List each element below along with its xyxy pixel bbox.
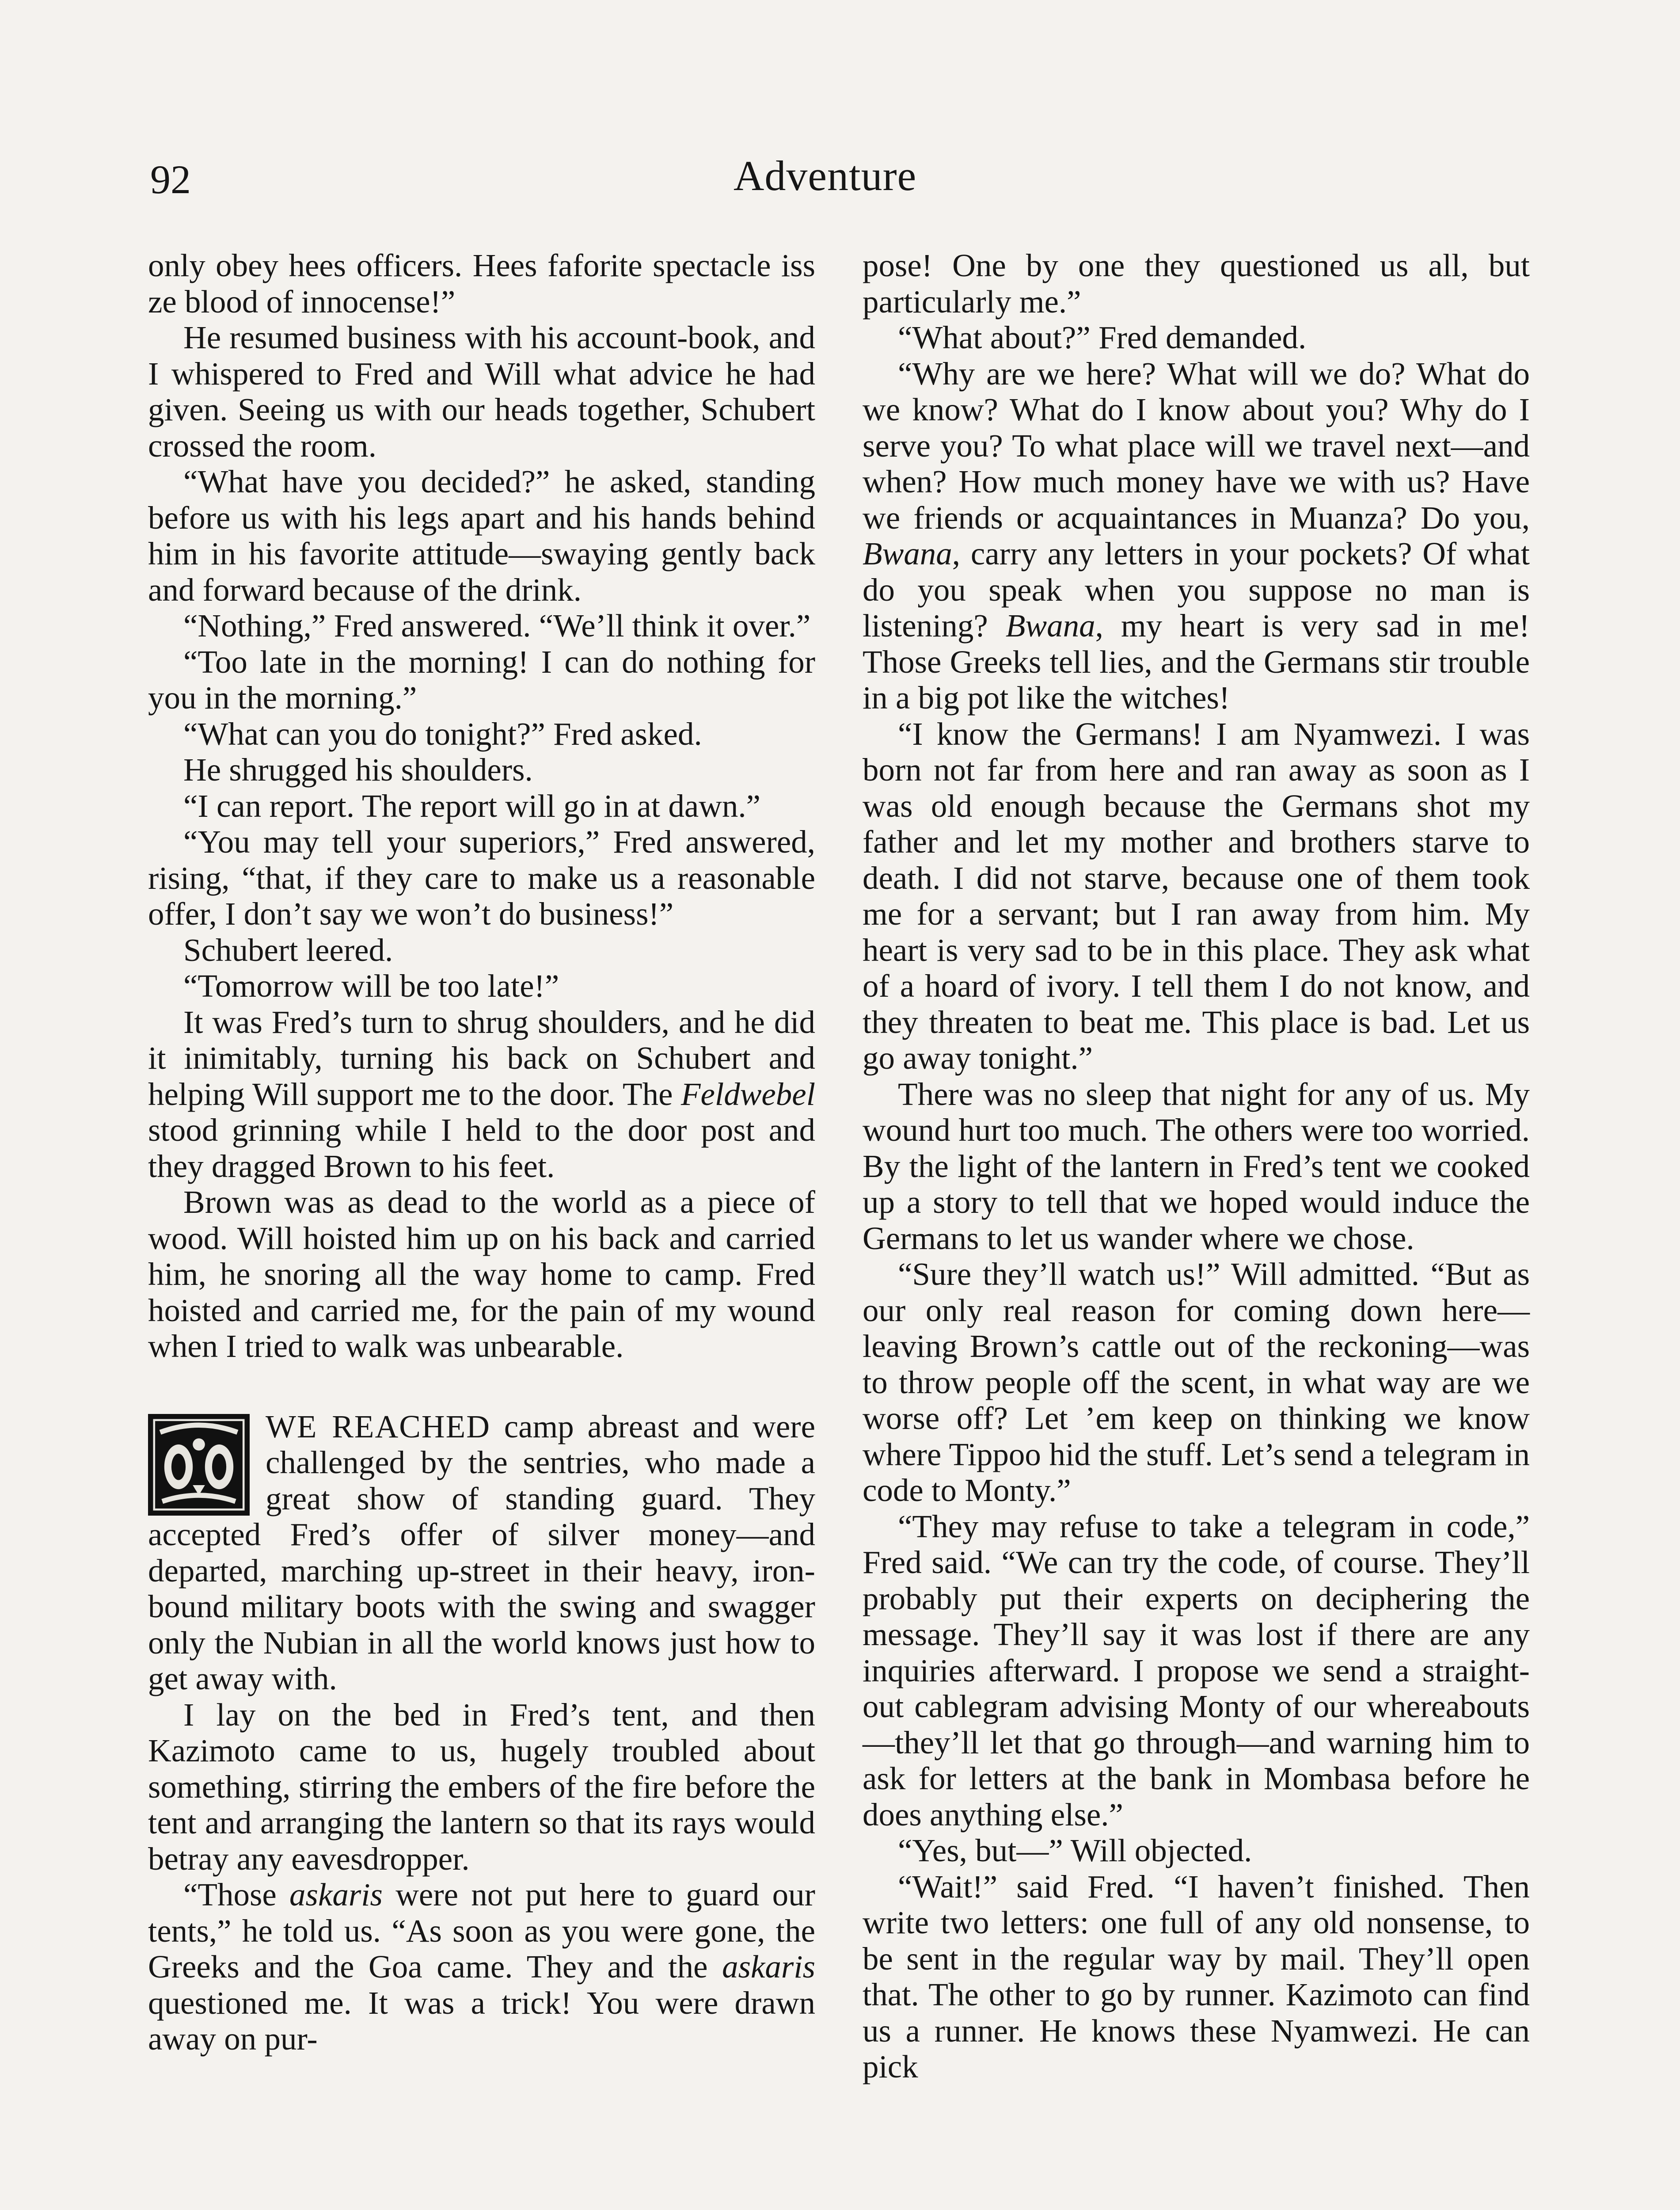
left-paragraphs — [148, 248, 815, 1364]
paragraph: I lay on the bed in Fred’s tent, and then Kazimoto came to us, hugely troubled about something, stirring the embers of the fire before the tent and arranging the lantern so that its rays would betray any eavesdropper. — [148, 1696, 815, 1877]
decorative-initial-ornament — [148, 1414, 250, 1516]
section-opening-text: camp abreast and were challenged by the sentries, who made a great show of standing guard. They accepted Fred’s offer of silver money—and departed, marching up-street in their heavy, iron-bound military boots with the swing and swagger only the Nubian in all the world knows just how to get away with. — [148, 1408, 815, 1696]
section-opening-words: WE REACHED — [266, 1408, 490, 1444]
paragraph: “Wait!” said Fred. “I haven’t finished. Then write two letters: one full of any old nonsense, to be sent in the regular way by mail. They’ll open that. The other to go by runner. Kazimoto can find us a runner. He knows these Nyamwezi. He can pick — [863, 1868, 1530, 2084]
paragraph: “What can you do tonight?” Fred asked. — [183, 716, 702, 752]
section-opening-paragraph — [148, 1409, 815, 1697]
paragraph: Schubert leered. — [183, 932, 393, 968]
paragraph: It was Fred’s turn to shrug shoulders, and he did it inimitably, turning his back on Schubert and helping Will support me to the door. The Feldwebel stood grinning while I held to the door post and they dragged Brown to his feet. — [148, 1004, 815, 1184]
paragraph: There was no sleep that night for any of us. My wound hurt too much. The others were too worried. By the light of the lantern in Fred’s tent we cooked up a story to tell that we hoped would induce the Germans to let us wander where we chose. — [863, 1076, 1530, 1256]
paragraph: “What have you decided?” he asked, standing before us with his legs apart and his hands behind him in his favorite attitude—swaying gently back and forward because of the drink. — [148, 464, 815, 608]
left-column — [148, 248, 815, 2057]
page-number: 92 — [150, 157, 191, 202]
right-paragraphs — [863, 320, 1530, 2085]
paragraph: He resumed business with his account-book, and I whispered to Fred and Will what advice he had given. Seeing us with our heads together, Schubert crossed the room. — [148, 320, 815, 464]
paragraph: “You may tell your superiors,” Fred answered, rising, “that, if they care to make us a reasonable offer, I don’t say we won’t do business!” — [148, 824, 815, 932]
paragraph: “Nothing,” Fred answered. “We’ll think it over.” — [183, 608, 811, 644]
paragraph: “Tomorrow will be too late!” — [183, 968, 559, 1004]
right-column — [863, 248, 1530, 2085]
paragraph: Brown was as dead to the world as a piece of wood. Will hoisted him up on his back and carried him, he snoring all the way home to camp. Fred hoisted and carried me, for the pain of my wound when I tried to walk was unbearable. — [148, 1184, 815, 1364]
paragraph: He shrugged his shoulders. — [183, 752, 533, 788]
running-head: Adventure — [734, 152, 917, 199]
paragraph: “Why are we here? What will we do? What do we know? What do I know about you? Why do I serve you? To what place will we travel next—and when? How much money have we with us? Have we friends or acquaintances in Muanza? Do you, Bwana, carry any letters in your pockets? Of what do you speak when you suppose no man is listening? Bwana, my heart is very sad in me! Those Greeks tell lies, and the Germans stir trouble in a big pot like the witches! — [863, 355, 1530, 716]
paragraph: “I know the Germans! I am Nyamwezi. I was born not far from here and ran away as soon as I was old enough because the Germans shot my father and let my mother and brothers starve to death. I did not starve, because one of them took me for a servant; but I ran away from him. My heart is very sad to be in this place. They ask what of a hoard of ivory. I tell them I do not know, and they threaten to beat me. This place is bad. Let us go away tonight.” — [863, 716, 1530, 1076]
paragraph: “Too late in the morning! I can do nothing for you in the morning.” — [148, 644, 815, 716]
paragraph: only obey hees officers. Hees faforite spectacle iss ze blood of innocense!” — [148, 248, 815, 320]
left-section-paragraphs — [148, 1697, 815, 2057]
paragraph: “Those askaris were not put here to guard our tents,” he told us. “As soon as you were gone, the Greeks and the Goa came. They and the askaris questioned me. It was a trick! You were drawn away on pur- — [148, 1877, 815, 2057]
paragraph: “What about?” Fred demanded. — [898, 320, 1307, 355]
continuation-paragraph: pose! One by one they questioned us all, but particularly me.” — [863, 248, 1530, 320]
paragraph: “Yes, but—” Will objected. — [898, 1833, 1252, 1868]
paragraph: “Sure they’ll watch us!” Will admitted. “But as our only real reason for coming down here—leaving Brown’s cattle out of the reckoning—was to throw people off the scent, in what way are we worse off? Let ’em keep on thinking we know where Tippoo hid the stuff. Let’s send a telegram in code to Monty.” — [863, 1256, 1530, 1508]
paragraph: “They may refuse to take a telegram in code,” Fred said. “We can try the code, of course. They’ll probably put their experts on deciphering the message. They’ll say it was lost if there are any inquiries afterward. I propose we send a straight-out cablegram advising Monty of our whereabouts—they’ll let that go through—and warning him to ask for letters at the bank in Mombasa before he does anything else.” — [863, 1508, 1530, 1833]
paragraph: “I can report. The report will go in at dawn.” — [183, 788, 761, 824]
